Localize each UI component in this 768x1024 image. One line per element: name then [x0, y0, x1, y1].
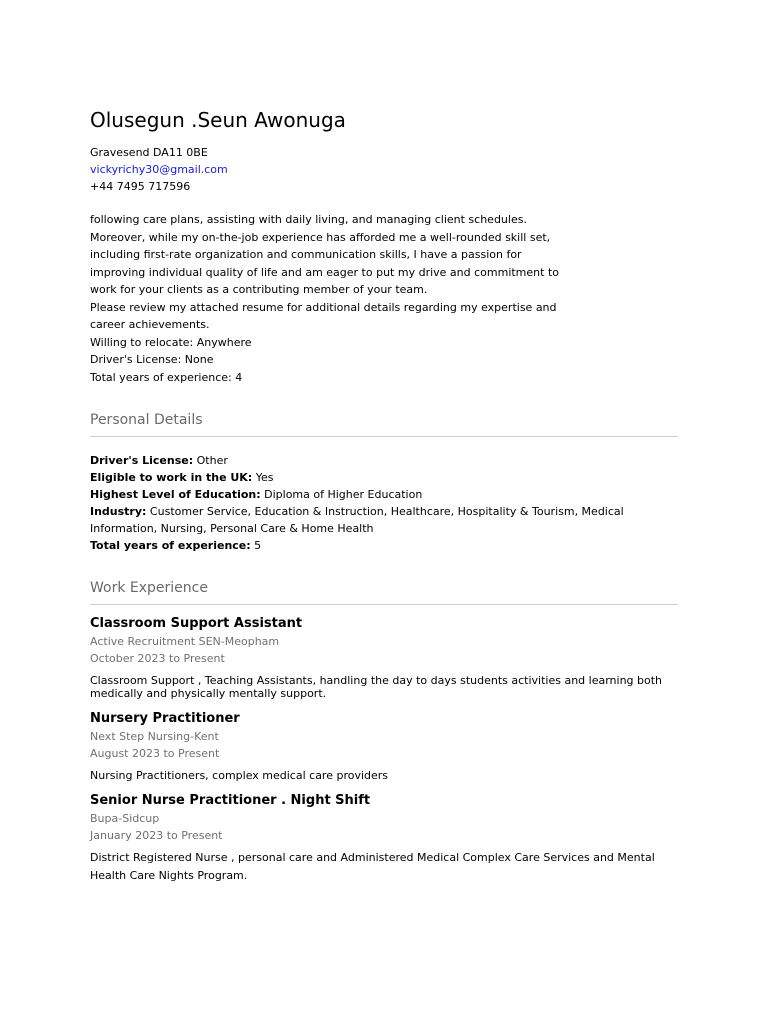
job-dates: August 2023 to Present [90, 747, 220, 760]
relocate-line: Willing to relocate: Anywhere [90, 335, 252, 349]
summary-line: career achievements. [90, 318, 210, 331]
detail-education [90, 486, 678, 503]
experience-years-line: Total years of experience: 4 [90, 370, 243, 384]
detail-value: Yes [252, 471, 274, 484]
job-description: Classroom Support , Teaching Assistants, handling the day to days students activities and learning both medically and physically mentally support. [90, 674, 663, 700]
job-company: Active Recruitment SEN-Meopham [90, 635, 280, 648]
detail-drivers-license [90, 452, 678, 469]
detail-eligible-to-work [90, 469, 678, 486]
detail-industry [90, 503, 678, 520]
detail-label: Total years of experience: [90, 539, 251, 552]
job-dates: October 2023 to Present [90, 652, 225, 665]
job-dates: January 2023 to Present [90, 829, 223, 842]
summary-line: Please review my attached resume for additional details regarding my expertise and [90, 300, 557, 314]
job-title: Classroom Support Assistant [90, 616, 303, 631]
job-company: Next Step Nursing-Kent [90, 730, 219, 743]
detail-value: Information, Nursing, Personal Care & Home Health [90, 522, 374, 535]
detail-label: Industry: [90, 505, 147, 518]
detail-value: 5 [250, 539, 262, 552]
detail-industry-continued [90, 520, 678, 537]
contact-block [90, 144, 678, 195]
detail-total-experience [90, 537, 678, 554]
job-title: Nursery Practitioner [90, 711, 240, 726]
detail-value: Customer Service, Education & Instruction, Healthcare, Hospitality & Tourism, Medical [146, 505, 624, 518]
phone-text: +44 7495 717596 [90, 180, 191, 193]
personal-details-list [90, 452, 678, 554]
detail-label: Eligible to work in the UK: [90, 471, 253, 484]
email-link[interactable]: vickyrichy30@gmail.com [90, 163, 228, 176]
candidate-name: Olusegun .Seun Awonuga [90, 108, 346, 132]
detail-label: Highest Level of Education: [90, 488, 261, 501]
job-entry [90, 710, 678, 782]
summary-line: including first-rate organization and communication skills, I have a passion for [90, 248, 522, 261]
detail-value: Diploma of Higher Education [260, 488, 423, 501]
summary-block [90, 211, 678, 386]
work-experience-list [90, 615, 678, 884]
location-text: Gravesend DA11 0BE [90, 146, 208, 159]
summary-line: work for your clients as a contributing member of your team. [90, 283, 428, 296]
personal-details-heading: Personal Details [90, 410, 678, 437]
summary-line: Moreover, while my on-the-job experience has afforded me a well-rounded skill set, [90, 230, 551, 244]
license-line: Driver's License: None [90, 353, 214, 366]
job-entry [90, 615, 678, 700]
job-description: Nursing Practitioners, complex medical care providers [90, 769, 389, 782]
detail-value: Other [193, 454, 228, 467]
job-description: District Registered Nurse , personal care and Administered Medical Complex Care Services and Mental Health Care Nights Program. [90, 851, 655, 882]
detail-label: Driver's License: [90, 454, 194, 467]
job-company: Bupa-Sidcup [90, 812, 160, 825]
summary-line: improving individual quality of life and am eager to put my drive and commitment to [90, 265, 559, 279]
resume-page [90, 106, 678, 884]
job-entry [90, 792, 678, 884]
job-title: Senior Nurse Practitioner . Night Shift [90, 793, 371, 808]
summary-line: following care plans, assisting with daily living, and managing client schedules. [90, 213, 527, 226]
work-experience-heading: Work Experience [90, 578, 678, 605]
